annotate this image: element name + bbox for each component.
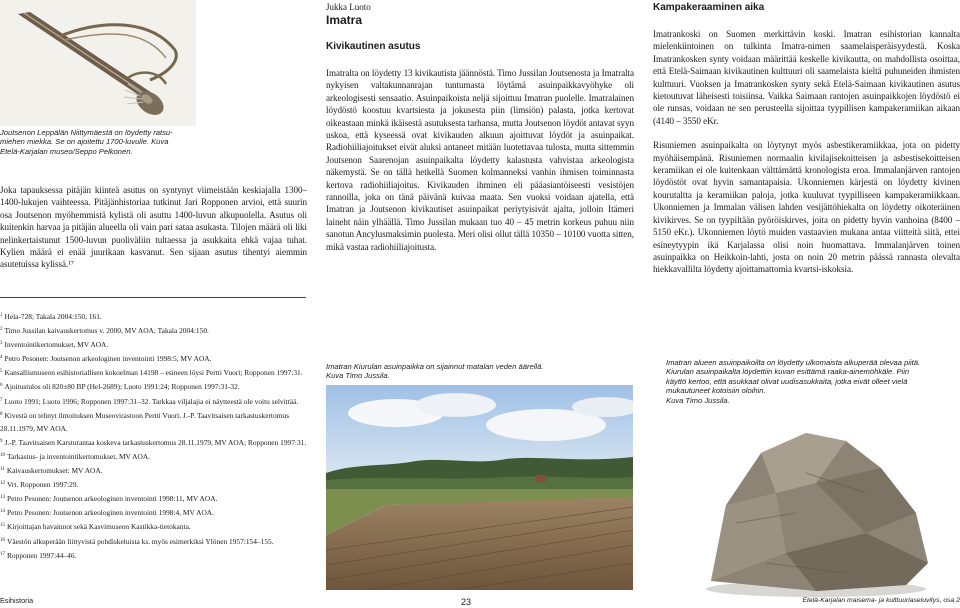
footnote-item xyxy=(0,351,307,365)
footnote-item xyxy=(0,449,307,463)
footnote-text: J.-P. Taavitsaisen Karsturantaa koskeva tarkastuskertomus 28.11.1979, MV AOA; Ropponen 1997:31. xyxy=(4,437,307,447)
footnote-text: Ajoitustulos oli 820±80 BP (Hel-2689); Luoto 1991:24; Ropponen 1997:31-32. xyxy=(4,382,240,392)
sword-illustration xyxy=(0,0,196,126)
footnote-number: 3 xyxy=(0,341,3,347)
footnote-number: 5 xyxy=(0,369,3,375)
footnote-number: 2 xyxy=(0,327,3,333)
footnote-item xyxy=(0,463,307,477)
footnote-text: Tarkastus- ja inventointikertomukset, MV AOA. xyxy=(7,451,151,461)
footnote-number: 6 xyxy=(0,383,3,389)
footnote-number: 15 xyxy=(0,523,5,529)
middle-body-text xyxy=(326,67,634,265)
footnote-number: 16 xyxy=(0,537,5,543)
footnote-text: Kirjoittajan havainnot sekä Kasvimuseon Kastikka-tietokanta. xyxy=(7,522,191,532)
footnote-text: Väestön alkuperään liittyvistä pohdiskeluista ks. myös esimerkiksi Ylönen 1957:154–155. xyxy=(7,536,274,546)
footnote-number: 13 xyxy=(0,495,5,501)
footnote-number: 4 xyxy=(0,355,3,361)
footnote-text: Petro Pesonen: Joutsenon arkeologinen inventointi 1998:11, MV AOA. xyxy=(7,494,218,504)
footnote-text: Kivestä on tehnyt ilmoituksen Museovirastoon Pertti Vuori. J.-P. Taavitsaisen tarkastuskertomus 28.11.1979, MV AOA. xyxy=(0,410,290,433)
footnote-number: 10 xyxy=(0,452,5,458)
footnote-item xyxy=(0,519,307,533)
footnote-item xyxy=(0,337,307,351)
page-number: 23 xyxy=(461,597,472,607)
footnote-text: Luoto 1991; Luoto 1996; Ropponen 1997:31–32. Tarkkaa viljalajia ei näytteestä ole voitu selvittää. xyxy=(4,396,299,406)
author-name: Jukka Luoto xyxy=(326,2,371,12)
right-paragraph-1: Imatrankoski on Suomen merkittävin koski. Imatran esihistorian kannalta mielenkiintoinen on tulkinta Imatra-nimen saamelaisperäisyydestä. Koska Imatrankosken synty voidaan määrittää keskelle kivikautta, on mahdollista osoittaa, että Etelä-Saimaan kivikautinen kulttuuri oli saamelaista kieltä puhuneiden ihmisten kulttuuri. Vuoksen ja Imatrankosken synty sekä Etelä-Saimaan kivikautinen asutus kietoutuvat läheisesti toisiinsa. Vaikka Saimaan rantojen asuinpaikkojen löydöstö ei ole runsas, voidaan ne sen perusteella sijoittaa tyypillisen kampakeramiikan aikaan (4140 – 3550 eKr. xyxy=(653,29,960,126)
sword-photo xyxy=(0,0,196,126)
left-body-text xyxy=(0,184,307,283)
right-body-text xyxy=(653,28,960,288)
footnote-item xyxy=(0,408,307,435)
middle-paragraph-1: Imatralta on löydetty 13 kivikautista jäännöstä. Timo Jussilan Joutsenosta ja Imatralta nykyisen valtakunnanrajan tuntumasta löytämä asuinpaikkavyöhyke oli arkeologisesti sensaatio. Asuinpaikoista neljä sijoittuu Imatran puolelle. Imatralainen löydöstö koostuu kvartsiesta ja jokusesta piin (limsiön) palasta, jotka kertovat oikeastaan minkä ikäisestä asutuksesta tarhansa, mutta Joutsenon löydöt antavat syyn uskoa, että kyseessä ovat kivikauden alkuun ajoittuvat löydöt ja asuinpaikat. Radiohiiliajoitukset eivät aluksi antaneet mitään luotettavaa tulosta, mutta sittemmin Joutsenon Saarenojan asuinpaikalta löydetty kalastusta vahvistaa arkeologista näkemystä. Se on tällä hetkellä Suomen kolmanneksi vanhin ihmisen toiminnasta kertova radiohiiliajoitus. Kivikauden ihminen eli pääasiantöiseesti vesistöjen rannoilla, joka on tänä päivänä kuivaa maata. Sen vuoksi voidaan ajatella, että Imatran ja Joutsenon kivikautiset asuinpaikat periytyisivät ajalta, jolloin Itämeri laineht näin ylhäällä. Timo Jussilan mukaan tuo 40 – 45 metrin korkeus puhuu niin sanotun Ancylusmaksimin puolesta. Meri olisi ollut tällä 10350 – 10100 vuotta sitten, mikä vastaa radiohiiliajoitusta. xyxy=(326,68,634,252)
field-caption: Imatran Kiurulan asuinpaikka on sijainnut matalan veden äärellä. Kuva Timo Jussila. xyxy=(326,362,544,381)
footnote-number: 1 xyxy=(0,313,3,318)
right-footer: Etelä-Karjalan maisema- ja kulttuuriaseluvitys, osa 2 xyxy=(802,597,960,604)
left-footer: Esihistoria xyxy=(0,596,34,605)
field-landscape-photo xyxy=(326,385,633,590)
footnotes-list xyxy=(0,309,307,562)
field-illustration xyxy=(326,385,633,590)
footnote-item xyxy=(0,505,307,519)
sword-caption: Joutsenon Leppälän Niittymäestä on löydetty ratsu- miehen miekka. Se on ajoitettu 1700-luvulle. Kuva Etelä-Karjalan museo/Seppo Pelkonen. xyxy=(0,128,173,156)
footnote-text: Hela-728; Takala 2004:150, 161. xyxy=(4,312,102,321)
section-title-kivikautinen: Kivikautinen asutus xyxy=(326,41,421,52)
flint-stone-photo xyxy=(666,413,960,598)
footnote-text: Petro Pesonen: Joutsenon arkeologinen inventointi 1998:4, MV AOA. xyxy=(7,508,214,518)
footnote-text: Inventointikertomukset, MV AOA. xyxy=(4,340,109,350)
place-title: Imatra xyxy=(326,13,363,27)
footnote-divider xyxy=(0,297,306,298)
stone-caption: Imatran alueen asuinpaikoilta on löydetty ulkomaista alkuperää olevaa piitä. Kiurulan asuinpaikalta löydettiin kuvan esittämä raaka-ainemöhkäle. Piin käyttö kertoo, että asukkaat olivat uudisasukkaita, jotka eivät olleet vielä mukautuneet kotoisiin oloihin. Kuva Timo Jussila. xyxy=(666,358,921,405)
footnote-item xyxy=(0,379,307,393)
footnote-item xyxy=(0,548,307,562)
footnote-item xyxy=(0,323,307,337)
right-paragraph-2: Risuniemen asuinpaikalta on löytynyt myös asbestikeramiikkaa, jota on pidetty myöhäisempänä. Risuniemen normaalin kivilajisekoitteisen ja asbestisekoitteisen keramiikan ei ole kuitenkaan välttämättä kronologista eroa. Immalanjärven rantojen löydöstöt ovat hyvin samantapaisia. Ukonniemen kärjestä on löydetty kivinen kourutaltta ja keramiikan paloja, jotka kuuluvat tyypilliseen kampakeramiikkaan. Ukonniemen ja Immalan välisen lahden vesijättöhiekalta on löydetty oikoteräinen kivikirves. Se on tyypiltään pyöröiskirves, joita on pidetty hyvin vanhoina (8400 – 5150 eKr.). Ukonniemen löytö muiden vastaavien mukana antaa viitteitä siitä, ettei esineytyypin ikä Karjalassa olisi noin huomattava. Immalanjärven toinen asuinpaikka on Heikkoin-lahti, josta on noin 20 metrin päässä rannasta olevalta hiekkavallilta löydetty ajoittamattomia kvartsi-iskoksia. xyxy=(653,140,960,275)
stone-illustration xyxy=(666,413,960,598)
footnote-number: 9 xyxy=(0,438,3,444)
footnote-item xyxy=(0,394,307,408)
section-title-kampakeraaminen: Kampakeraaminen aika xyxy=(653,2,765,13)
footnote-text: Timo Jussilan kaivauskertomus v. 2000, MV AOA; Takala 2004:150. xyxy=(4,326,209,336)
footnote-text: Petro Pesonen: Joutsenon arkeologinen inventointi 1998:5, MV AOA. xyxy=(4,354,212,364)
footnote-number: 12 xyxy=(0,481,5,487)
footnote-text: Kaivauskertomukset: MV AOA. xyxy=(6,466,103,476)
footnote-number: 14 xyxy=(0,509,5,515)
footnote-number: 11 xyxy=(0,467,5,473)
footnote-item xyxy=(0,491,307,505)
footnote-item xyxy=(0,309,307,323)
footnote-number: 17 xyxy=(0,551,5,557)
footnote-item xyxy=(0,365,307,379)
footnote-number: 7 xyxy=(0,397,3,403)
footnote-text: Ropponen 1997:44–46. xyxy=(7,550,77,560)
footnote-text: Kansallismuseon esihistoriallisen kokoelman 14198 – esineen löysi Pertti Vuori; Ropponen 1997:31. xyxy=(4,368,303,378)
footnote-item xyxy=(0,534,307,548)
footnote-item xyxy=(0,477,307,491)
left-paragraph-1: Joka tapauksessa pitäjän kiinteä asutus on syntynyt viimeistään keskiajalla 1300–1400-lukujen vaihteessa. Pitäjänhistoriaa tutkinut Jari Ropponen arvioi, että suurin osa Joutsenon myöhemmistä kylistä oli asuttu 1400-luvun alkupuolella. Asutus oli kuitenkin harvaa ja pitäjän alueella oli vain pari sataa asukasta. Tilojen määrä oli liki nelinkertaistunut 1500-luvun puoliväliin tultaessa ja asukkaita ehkä vajaa tuhat. Kylien määrä ei enää juurikaan kasvanut. Sen sijaan asutus tihentyi aiemmin asutetuissa kylissä.¹⁷ xyxy=(0,185,307,270)
footnote-text: Vrt. Ropponen 1997:29. xyxy=(7,480,79,490)
footnote-number: 8 xyxy=(0,411,3,417)
footnote-item xyxy=(0,435,307,449)
